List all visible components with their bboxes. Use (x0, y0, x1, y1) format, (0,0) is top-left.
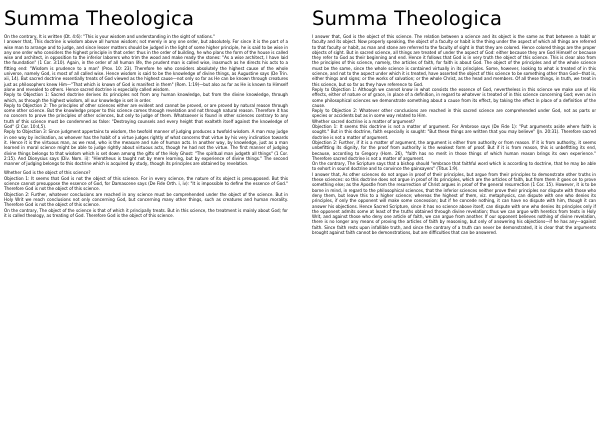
paragraph: Reply to Objection 1: Although we cannot know in what consists the essence of God, nevertheless in this science we make use of His effects, either of nature or of grace, in place of a definition, in regard to whatever is treated of in this science concerning God; even as in some philosophical sciences we demonstrate something about a cause from its effect, by taking the effect in place of a definition of the cause. (312, 86, 596, 108)
paragraph: Objection 2: Further, whatever conclusions are reached in any science must be comprehended under the object of the science. But in Holy Writ we reach conclusions not only concerning God, but concerning many other things, such as creatures and human morality. Therefore God is not the object of this science. (4, 191, 288, 208)
paragraph: On the contrary, It is written (Dt. 4:6): "This is your wisdom and understanding in the sight of nations." (4, 34, 215, 39)
paragraph: On the contrary, The object of the science is that of which it principally treats. But in this science, the treatment is mainly about God; for it is called theology, as treating of God. Therefore God is the object of this science. (4, 207, 288, 218)
right-page-body (312, 34, 596, 235)
right-page-title: Summa Theologica (312, 7, 503, 30)
paragraph: I answer that, God is the object of this science. The relation between a science and its object is the same as that between a habit or faculty and its object. Now properly speaking, the object of a faculty or habit is the thing under the aspect of which all things are referred to that faculty or habit, as man and stone are referred to the faculty of sight in that they are colored. Hence colored things are the proper objects of sight. But in sacred science, all things are treated of under the aspect of God: either because they are God Himself or because they refer to God as their beginning and end. Hence it follows that God is in very truth the object of this science. This is clear also from the principles of this science, namely, the articles of faith, for faith is about God. The object of the principles and of the whole science must be the same, since the whole science is contained virtually in its principles. Some, however, looking to what is treated of in this science, and not to the aspect under which it is treated, have asserted the object of this science to be something other than God—that is, either things and signs; or the works of salvation; or the whole Christ, as the head and members. Of all these things, in truth, we treat in this science, but so far as they have reference to God. (312, 34, 596, 87)
paragraph: Reply to Objection 1: Sacred doctrine derives its principles not from any human knowledge, but from the divine knowledge, through which, as through the highest wisdom, all our knowledge is set in order. (4, 92, 288, 103)
left-page-title: Summa Theologica (4, 7, 195, 30)
paragraph: Objection 2: Further, if it is a matter of argument, the argument is either from authority or from reason. If it is from authority, it seems unbefitting its dignity, for the proof from authority is the weakest form of proof. But if it is from reason, this is unbefitting its end, because, according to Gregory (Hom. 26), "faith has no merit in those things of which human reason brings its own experience." Therefore sacred doctrine is not a matter of argument. (312, 139, 596, 161)
paragraph: Objection 1: It seems that God is not the object of this science. For in every science, the nature of its object is presupposed. But this science cannot presuppose the essence of God, for Damascene says (De Fide Orth. i, iv): "It is impossible to define the essence of God." Therefore God is not the object of this science. (4, 175, 288, 192)
right-page (308, 0, 600, 424)
paragraph: On the contrary, The Scripture says that a bishop should "embrace that faithful word which is according to doctrine, that he may be able to exhort in sound doctrine and to convince the gainsayers" (Titus 1:9). (312, 161, 596, 172)
left-page (0, 0, 292, 424)
paragraph: Objection 1: It seems this doctrine is not a matter of argument. For Ambrose says (De Fide 1): "Put arguments aside where faith is sought." But in this doctrine, faith especially is sought: "But these things are written that you may believe" (Jn. 20:31). Therefore sacred doctrine is not a matter of argument. (312, 124, 596, 140)
paragraph: Reply to Objection 3: Since judgment appertains to wisdom, the twofold manner of judging produces a twofold wisdom. A man may judge in one way by inclination, as whoever has the habit of a virtue judges rightly of what concerns that virtue by his very inclination towards it. Hence it is the virtuous man, as we read, who is the measure and rule of human acts. In another way, by knowledge, just as a man learned in moral science might be able to judge rightly about virtuous acts, though he had not the virtue. The first manner of judging divine things belongs to that wisdom which is set down among the gifts of the Holy Ghost: "The spiritual man judgeth all things" (1 Cor. 2:15). And Dionysius says (Div. Nom. ii): "Hierotheus is taught not by mere learning, but by experience of divine things." The second manner of judging belongs to this doctrine which is acquired by study, though its principles are obtained by revelation. (4, 129, 288, 167)
paragraph: I answer that, This doctrine is wisdom above all human wisdom; not merely in any one order, but absolutely. For since it is the part of a wise man to arrange and to judge, and since lesser matters should be judged in the light of some higher principle, he is said to be wise in any one order who considers the highest principle in that order: thus in the order of building, he who plans the form of the house is called wise and architect, in opposition to the inferior laborers who trim the wood and make ready the stones: "As a wise architect, I have laid the foundation" (1 Cor. 3:10). Again, in the order of all human life, the prudent man is called wise, inasmuch as he directs his acts to a fitting end: "Wisdom is prudence to a man" (Prov. 10: 23). Therefore he who considers absolutely the highest cause of the whole universe, namely God, is most of all called wise. Hence wisdom is said to be the knowledge of divine things, as Augustine says (De Trin. xii, 14). But sacred doctrine essentially treats of God viewed as the highest cause—not only so far as He can be known through creatures just as philosophers knew Him—"That which is known of God is manifest in them" (Rom. 1:19)—but also as far as He is known to Himself alone and revealed to others. Hence sacred doctrine is especially called wisdom. (4, 39, 288, 92)
paragraph: I answer that, As other sciences do not argue in proof of their principles, but argue from their principles to demonstrate other truths in these sciences: so this doctrine does not argue in proof of its principles, which are the articles of faith, but from them it goes on to prove something else; as the Apostle from the resurrection of Christ argues in proof of the general resurrection (1 Cor. 15). However, it is to be borne in mind, in regard to the philosophical sciences, that the inferior sciences neither prove their principles nor dispute with those who deny them, but leave this to a higher science; whereas the highest of them, viz. metaphysics, can dispute with one who denies its principles, if only the opponent will make some concession; but if he concede nothing, it can have no dispute with him, though it can answer his objections. Hence Sacred Scripture, since it has no science above itself, can dispute with one who denies its principles only if the opponent admits some at least of the truths obtained through divine revelation; thus we can argue with heretics from texts in Holy Writ, and against those who deny one article of faith, we can argue from another. If our opponent believes nothing of divine revelation, there is no longer any means of proving the articles of faith by reasoning, but only of answering his objections—if he has any—against faith. Since faith rests upon infallible truth, and since the contrary of a truth can never be demonstrated, it is clear that the arguments brought against faith cannot be demonstrations, but are difficulties that can be answered. (312, 171, 596, 235)
section-heading: Whether God is the object of this science? (4, 170, 91, 176)
paragraph: Reply to Objection 2: The principles of other sciences either are evident and cannot be proved, or are proved by natural reason through some other science. But the knowledge proper to this science comes through revelation and not through natural reason. Therefore it has no concern to prove the principles of other sciences, but only to judge of them. Whatsoever is found in other sciences contrary to any truth of this science must be condemned as false: "Destroying counsels and every height that exalteth itself against the knowledge of God" (2 Cor. 10:4,5). (4, 102, 288, 130)
left-page-body (4, 34, 288, 218)
paragraph: Reply to Objection 2: Whatever other conclusions are reached in this sacred science are comprehended under God, not as parts or species or accidents but as in some way related to Him. (312, 108, 596, 119)
section-heading: Whether sacred doctrine is a matter of argument? (312, 118, 415, 124)
